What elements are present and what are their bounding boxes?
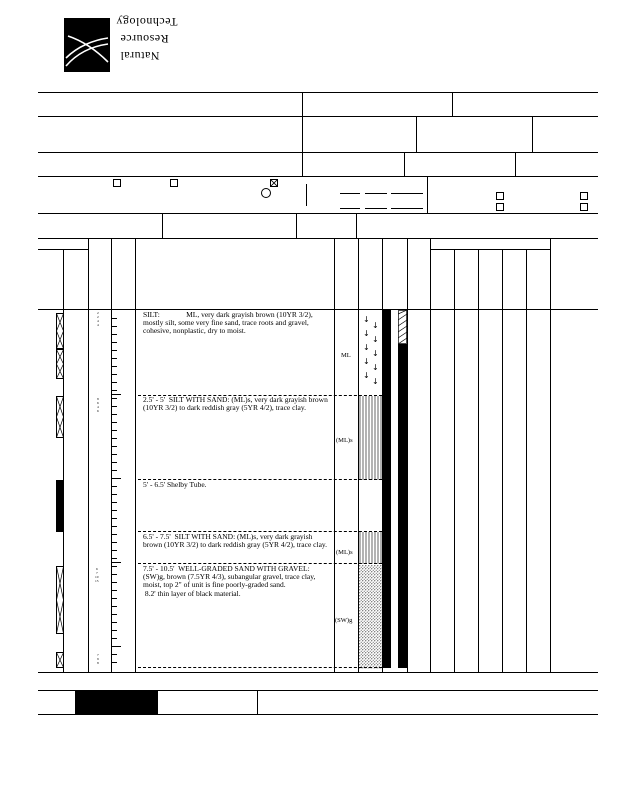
logo-text-resource: Resource [120, 32, 169, 46]
description-entry-3: 5' - 6.5' Shelby Tube. [143, 480, 207, 489]
uscs-symbol-mls: (ML)s [336, 437, 353, 444]
uscs-symbol-swg: (SW)g [335, 617, 353, 624]
svg-text:↓: ↓ [363, 343, 370, 352]
blow-count-cell: 7 [97, 653, 99, 657]
blow-count-cell: 6 [97, 409, 99, 413]
svg-text:↓: ↓ [363, 357, 370, 366]
checkbox-5[interactable] [496, 203, 504, 211]
uscs-symbol-ml: ML [341, 352, 351, 359]
description-entry-4: 6.5' - 7.5' SILT WITH SAND: (ML)s, very dark grayish brown (10YR 3/2) to dark reddish gray (5YR 4/2), trace clay. [143, 532, 328, 550]
checkbox-7[interactable] [580, 203, 588, 211]
uscs-symbol-mls-2: (ML)s [336, 549, 353, 556]
svg-text:↓: ↓ [372, 363, 379, 372]
blow-count-cell: 4 [97, 319, 99, 323]
shelby-tube-sample [56, 480, 64, 532]
blow-count-cell: 8 [97, 397, 99, 401]
description-entry-1: SILT: ML, very dark grayish brown (10YR 3/2), mostly silt, some very fine sand, trace roots and gravel, cohesive, nonplastic, dry to moist. [143, 310, 315, 336]
blow-count-cell: 6 [96, 567, 98, 571]
well-casing [383, 310, 391, 668]
blow-count-cell: 2 [97, 311, 99, 315]
logo-text-natural: Natural [120, 49, 160, 63]
checkbox-6[interactable] [580, 192, 588, 200]
footer-black-block [75, 691, 158, 714]
split-spoon-sample-icon [56, 566, 64, 634]
radio-button[interactable] [261, 188, 271, 198]
description-entry-2: 2.5' - 5' SILT WITH SAND: (ML)s, very dark grayish brown (10YR 3/2) to dark reddish gray (5YR 4/2), trace clay. [143, 395, 330, 413]
graphic-log-icon [359, 310, 382, 672]
split-spoon-sample-icon [56, 313, 64, 349]
blow-count-cell: 2 [97, 315, 99, 319]
svg-text:↓: ↓ [372, 349, 379, 358]
description-entry-5: 7.5' - 10.5' WELL-GRADED SAND WITH GRAVEL: (SW)g, brown (7.5YR 4/3), subangular gravel, trace clay, moist, top 2" of unit is fine poorly-graded sand. 8.2' thin layer of black material. [143, 564, 316, 598]
checkbox-2[interactable] [170, 179, 178, 187]
svg-text:↓: ↓ [372, 335, 379, 344]
split-spoon-sample-icon [56, 349, 64, 379]
checkbox-3-checked[interactable] [270, 179, 278, 187]
checkbox-1[interactable] [113, 179, 121, 187]
split-spoon-sample-icon [56, 652, 64, 668]
blow-count-cell: 4 [97, 323, 99, 327]
logo-mark-icon [64, 18, 110, 72]
well-seal-icon [398, 310, 407, 344]
blow-count-cell: 9 [97, 657, 99, 661]
blow-count-cell: 8 [97, 661, 99, 665]
svg-text:↓: ↓ [363, 329, 370, 338]
blow-count-cell: 7 [96, 571, 98, 575]
svg-text:↓: ↓ [372, 321, 379, 330]
checkbox-4[interactable] [496, 192, 504, 200]
blow-count-cell: 10 [95, 575, 99, 579]
well-backfill [398, 344, 407, 668]
blow-count-cell: 6 [97, 401, 99, 405]
svg-text:↓: ↓ [363, 371, 370, 380]
svg-text:↓: ↓ [372, 377, 379, 386]
logo-text-technology: Technology [116, 15, 178, 29]
blow-count-cell: 15 [95, 579, 99, 583]
svg-text:↓: ↓ [363, 315, 370, 324]
split-spoon-sample-icon [56, 396, 64, 438]
blow-count-cell: 4 [97, 405, 99, 409]
